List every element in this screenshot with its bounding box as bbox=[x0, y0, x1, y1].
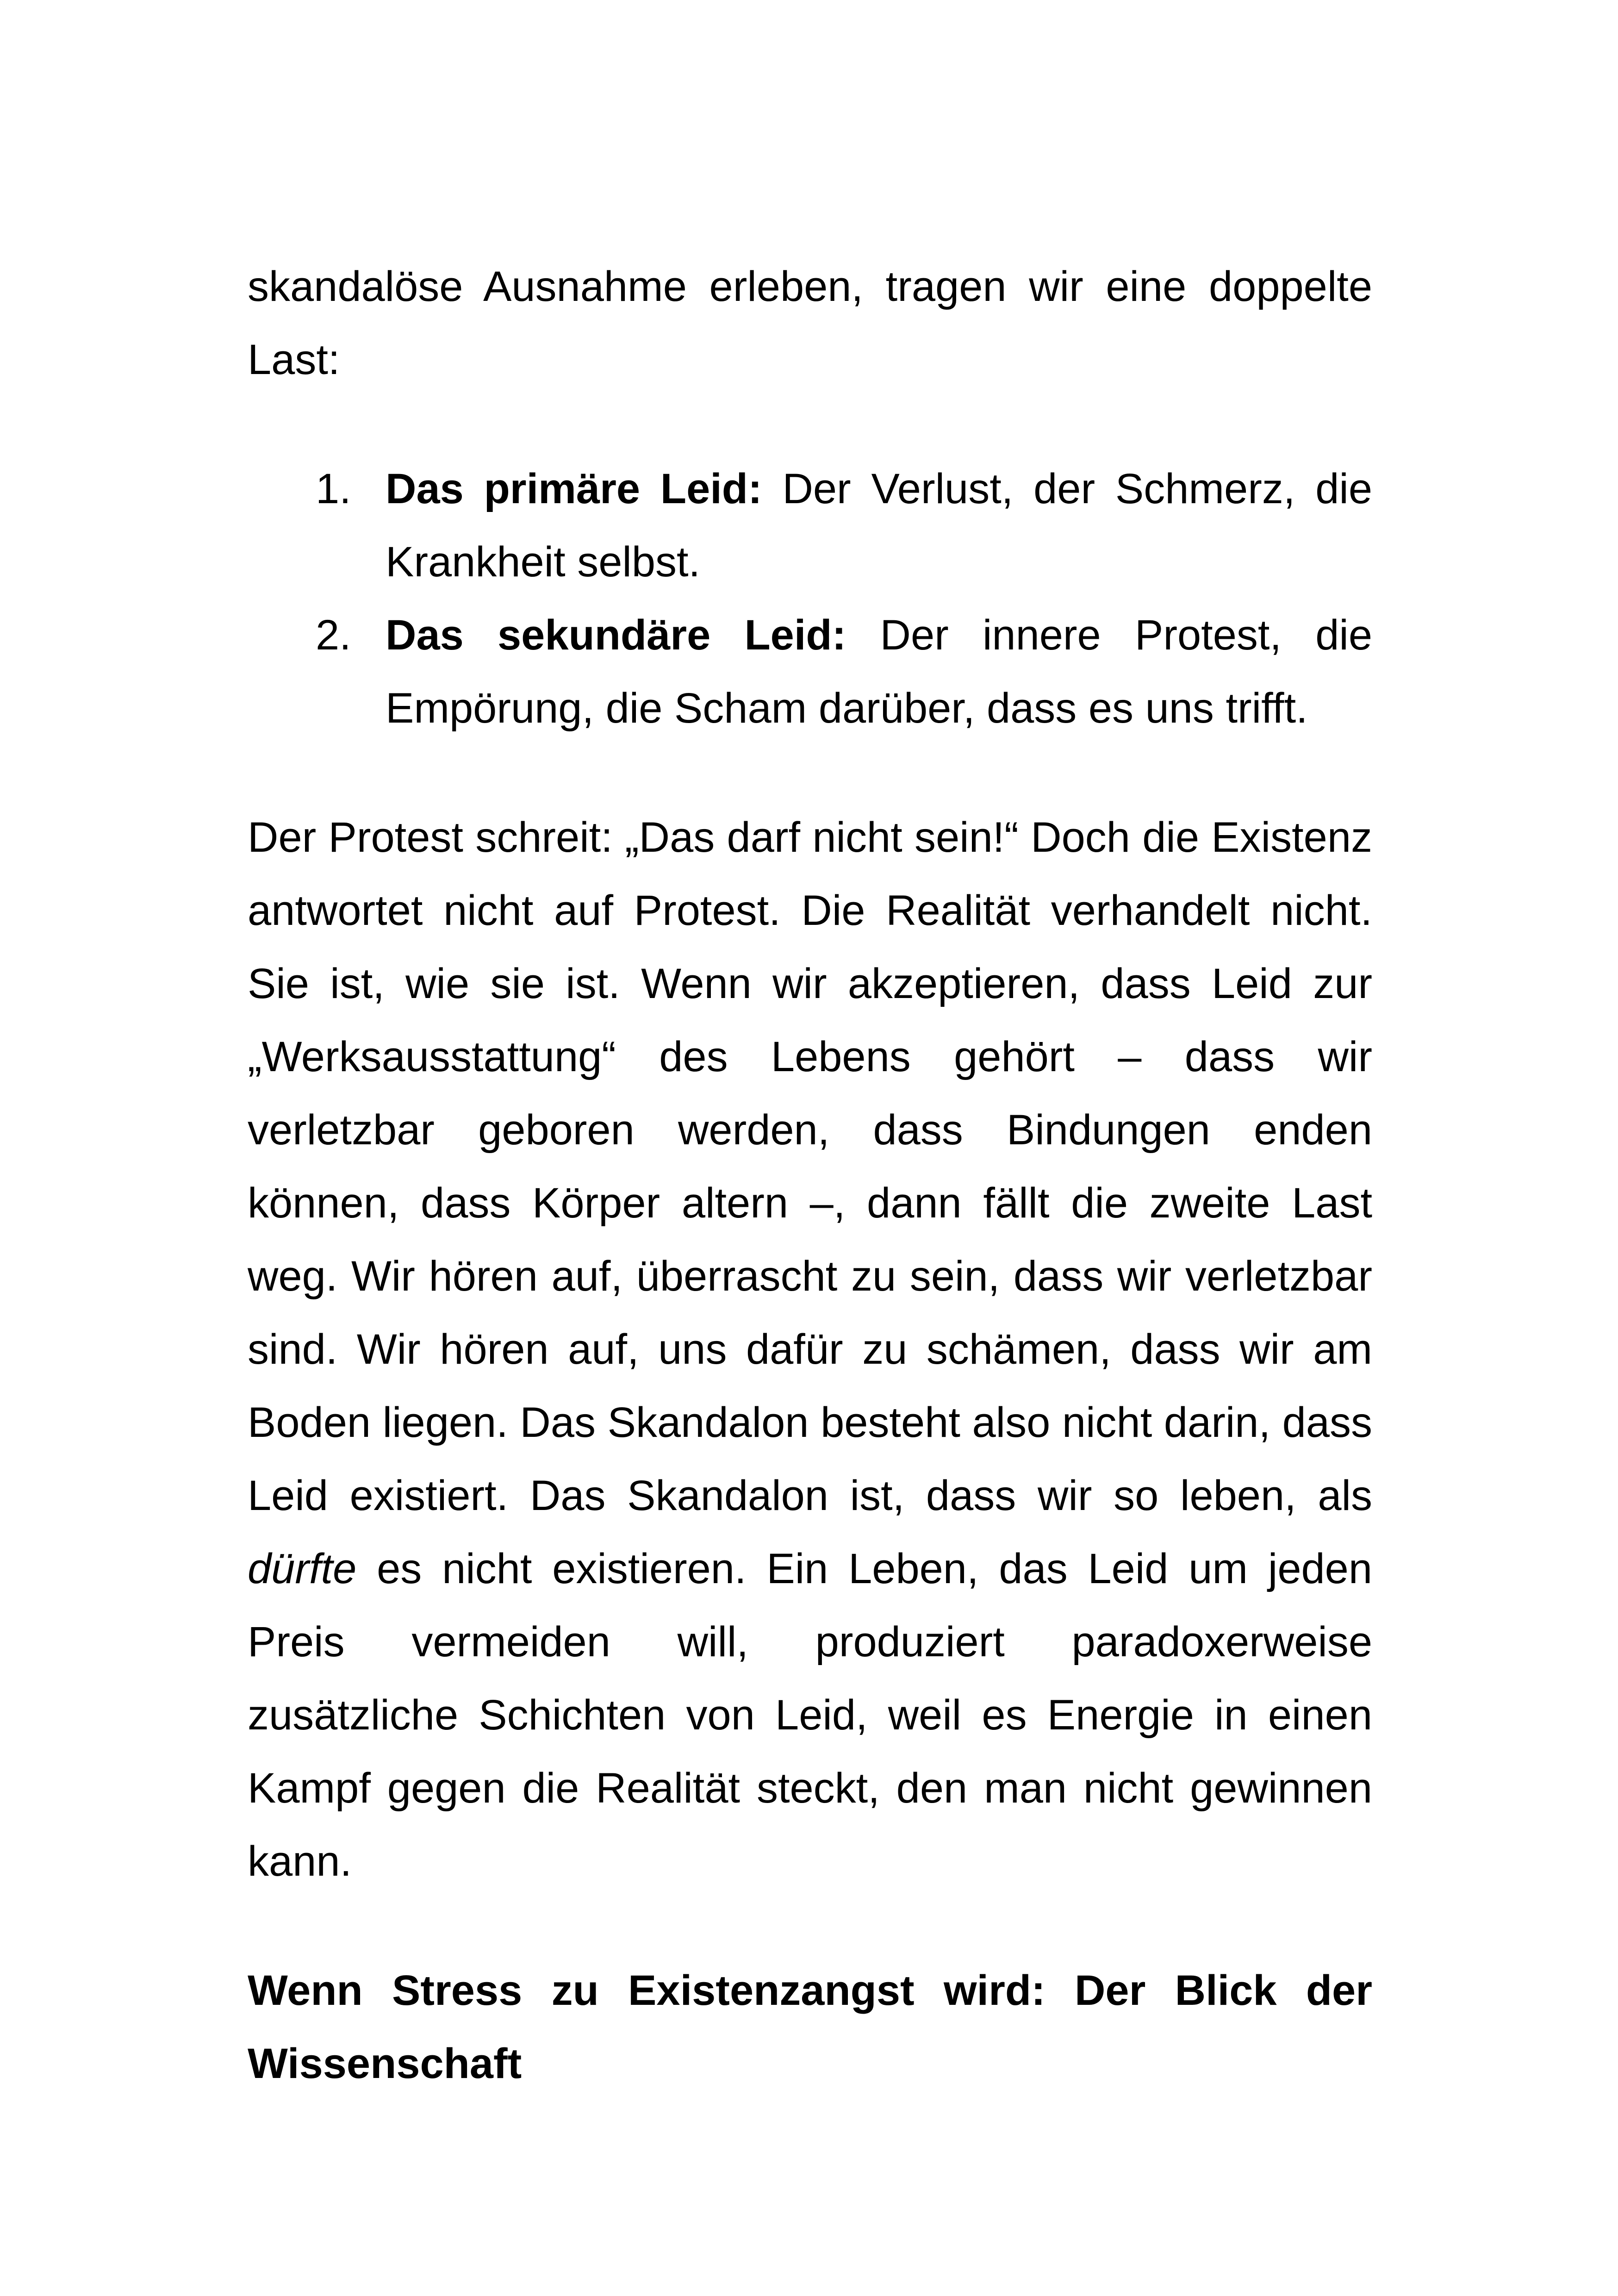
list-item-number: 1. bbox=[316, 465, 351, 512]
suffering-list bbox=[248, 452, 1372, 745]
list-item-term: Das sekundäre Leid: bbox=[386, 611, 846, 659]
list-item bbox=[248, 452, 1372, 599]
body-emphasis: dürfte bbox=[248, 1545, 357, 1592]
list-item-text: Der Verlust, der Schmerz, die Krankheit selbst. bbox=[386, 465, 1372, 586]
list-item-text: Der innere Protest, die Empörung, die Scham darüber, dass es uns trifft. bbox=[386, 611, 1373, 732]
list-item bbox=[248, 599, 1372, 745]
body-text-end: es nicht existieren. Ein Leben, das Leid um jeden Preis vermeiden will, produziert paradoxerweise zusätzliche Schichten von Leid, weil es Energie in einen Kampf gegen die Realität steckt, den man nicht gewinnen kann. bbox=[248, 1545, 1372, 1885]
list-item-term: Das primäre Leid: bbox=[386, 465, 762, 512]
intro-paragraph: skandalöse Ausnahme erleben, tragen wir eine doppelte Last: bbox=[248, 263, 1372, 383]
body-paragraph bbox=[248, 801, 1372, 1898]
body-text-start: Der Protest schreit: „Das darf nicht sein!“ Doch die Existenz antwortet nicht auf Protest. Die Realität verhandelt nicht. Sie ist, wie sie ist. Wenn wir akzeptieren, dass Leid zur „Werksausstattung“ des Lebens gehört – dass wir verletzbar geboren werden, dass Bindungen enden können, dass Körper altern –, dann fällt die zweite Last weg. Wir hören auf, überrascht zu sein, dass wir verletzbar sind. Wir hören auf, uns dafür zu schämen, dass wir am Boden liegen. Das Skandalon besteht also nicht darin, dass Leid existiert. Das Skandalon ist, dass wir so leben, als bbox=[248, 814, 1372, 1519]
document-page bbox=[248, 250, 1372, 2100]
list-item-number: 2. bbox=[316, 611, 351, 659]
section-heading: Wenn Stress zu Existenzangst wird: Der Blick der Wissenschaft bbox=[248, 1967, 1372, 2087]
